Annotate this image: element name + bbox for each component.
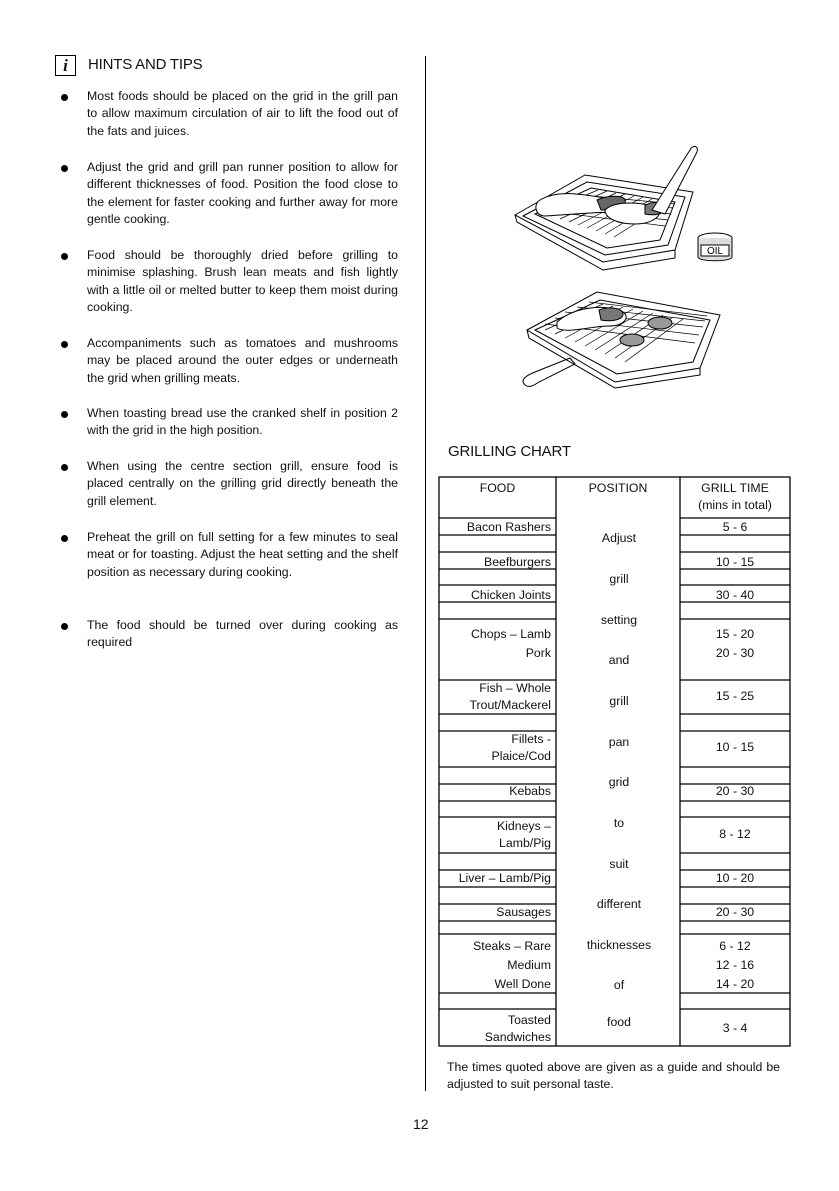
time-cell: 12 - 16	[715, 958, 755, 972]
food-cell: Pork	[525, 646, 551, 660]
position-word: different	[596, 897, 642, 911]
tip-text: Adjust the grid and grill pan runner position to allow for different thicknesses of food. Position the food close to the element for faster cooking and further away for more gentle cooking.	[87, 160, 398, 227]
column-divider	[425, 56, 426, 1091]
page-number: 12	[413, 1116, 429, 1132]
food-cell: Trout/Mackerel	[469, 698, 551, 712]
tip-text: The food should be turned over during cooking as required	[87, 618, 398, 650]
info-icon: i	[55, 55, 76, 76]
position-word: of	[613, 978, 625, 992]
tip-text: Food should be thoroughly dried before grilling to minimise splashing. Brush lean meats and fish lightly with a little oil or melted butter to keep them moist during cooking.	[87, 248, 398, 315]
time-cell: 10 - 15	[715, 740, 755, 754]
grill-pan-lower	[523, 292, 720, 388]
position-word: grill	[609, 694, 629, 708]
oil-jar-icon	[698, 233, 732, 261]
tip-item	[56, 247, 398, 317]
grill-pan-illustration	[505, 130, 775, 395]
position-word: food	[607, 1015, 631, 1029]
time-cell: 6 - 12	[719, 939, 751, 953]
header-position: POSITION	[588, 481, 648, 495]
time-cell: 20 - 30	[715, 784, 755, 798]
time-cell: 10 - 20	[715, 871, 755, 885]
position-word: grill	[609, 572, 629, 586]
food-cell: Well Done	[494, 977, 551, 991]
tip-text: When using the centre section grill, ensure food is placed centrally on the grilling grid directly beneath the grill element.	[87, 459, 398, 508]
chart-footnote: The times quoted above are given as a guide and should be adjusted to suit personal taste.	[447, 1060, 780, 1092]
time-cell: 3 - 4	[722, 1021, 748, 1035]
tip-item	[56, 405, 398, 440]
food-cell: Fish – Whole	[479, 681, 551, 695]
bullet-icon	[61, 411, 68, 418]
food-cell: Kidneys –	[496, 819, 551, 833]
grilling-chart	[439, 477, 790, 1046]
bullet-icon	[61, 94, 68, 101]
food-cell: Plaice/Cod	[491, 749, 551, 763]
tip-item	[56, 529, 398, 581]
food-cell: Sausages	[496, 905, 551, 919]
time-cell: 10 - 15	[715, 555, 755, 569]
tip-item	[56, 335, 398, 387]
position-word: and	[608, 653, 630, 667]
food-cell: Fillets -	[511, 732, 551, 746]
bullet-icon	[61, 341, 68, 348]
tip-item	[56, 617, 398, 652]
tip-text: Accompaniments such as tomatoes and mushrooms may be placed around the outer edges or underneath the grid when grilling meats.	[87, 336, 398, 385]
tip-text: When toasting bread use the cranked shelf in position 2 with the grid in the high position.	[87, 406, 398, 438]
food-cell: Bacon Rashers	[466, 520, 551, 534]
position-word: suit	[609, 857, 629, 871]
position-word: thicknesses	[586, 938, 652, 952]
bullet-icon	[61, 623, 68, 630]
position-word: to	[613, 816, 625, 830]
time-cell: 15 - 25	[715, 689, 755, 703]
position-word: setting	[600, 613, 638, 627]
header-grill-time: GRILL TIME	[701, 481, 769, 495]
bullet-icon	[61, 535, 68, 542]
position-word: grid	[608, 775, 630, 789]
time-cell: 20 - 30	[715, 905, 755, 919]
bullet-icon	[61, 165, 68, 172]
grilling-chart-title: GRILLING CHART	[448, 443, 571, 460]
position-word: Adjust	[601, 531, 637, 545]
header-food: FOOD	[479, 481, 516, 495]
tip-text: Most foods should be placed on the grid in the grill pan to allow maximum circulation of air to lift the food out of the fats and juices.	[87, 89, 398, 138]
food-cell: Liver – Lamb/Pig	[458, 871, 551, 885]
food-cell: Medium	[507, 958, 551, 972]
time-cell: 5 - 6	[722, 520, 748, 534]
food-cell: Steaks – Rare	[473, 939, 551, 953]
time-cell: 15 - 20	[715, 627, 755, 641]
bullet-icon	[61, 464, 68, 471]
tip-item	[56, 88, 398, 140]
header-grill-time-unit: (mins in total)	[698, 498, 772, 512]
tip-item	[56, 159, 398, 229]
food-cell: Chops – Lamb	[471, 627, 551, 641]
food-cell: Chicken Joints	[471, 588, 551, 602]
food-cell: Toasted	[507, 1013, 551, 1027]
food-cell: Lamb/Pig	[499, 836, 551, 850]
position-word: pan	[608, 735, 630, 749]
time-cell: 30 - 40	[715, 588, 755, 602]
oil-label: OIL	[706, 246, 724, 257]
time-cell: 20 - 30	[715, 646, 755, 660]
tip-item	[56, 458, 398, 510]
time-cell: 14 - 20	[715, 977, 755, 991]
time-cell: 8 - 12	[719, 827, 751, 841]
food-cell: Kebabs	[509, 784, 551, 798]
food-cell: Sandwiches	[484, 1030, 551, 1044]
tip-text: Preheat the grill on full setting for a few minutes to seal meat or for toasting. Adjust the heat setting and the shelf position as necessary during cooking.	[87, 530, 398, 579]
hints-title: HINTS AND TIPS	[88, 56, 203, 73]
food-cell: Beefburgers	[484, 555, 551, 569]
grill-pan-upper	[515, 146, 697, 270]
bullet-icon	[61, 253, 68, 260]
